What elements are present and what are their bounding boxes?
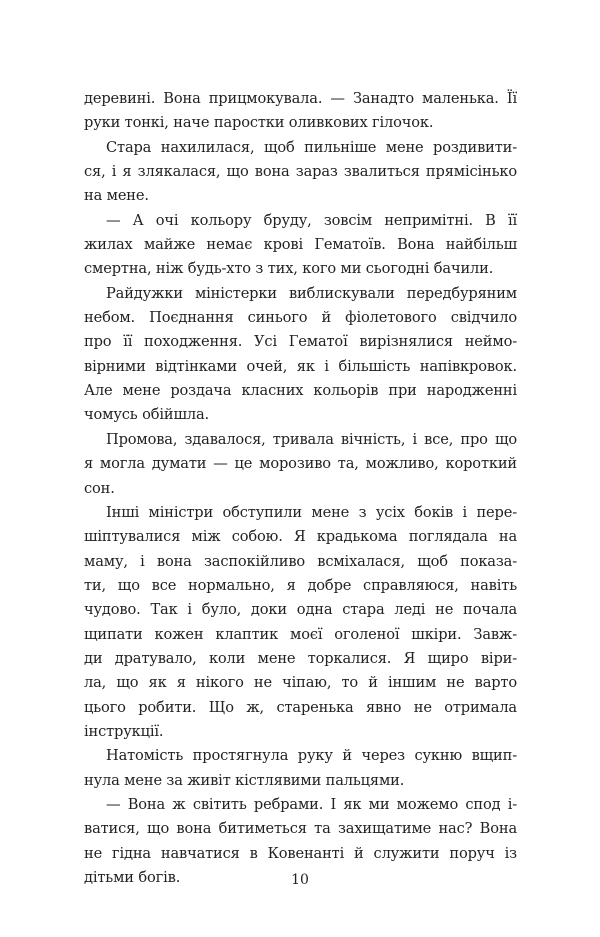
text-line: смертна, ніж будь-хто з тих, кого ми сьогодні бачили. <box>84 260 494 278</box>
text-line: жилах майже немає крові Гематоїв. Вона найбільш <box>84 236 517 254</box>
text-line: Промова, здавалося, тривала вічність, і все, про що <box>106 430 517 448</box>
text-line: ти, що все нормально, я добре справляюся, навіть <box>84 576 517 594</box>
text-line: не гідна навчатися в Ковенанті й служити поруч із <box>84 844 517 862</box>
paragraph <box>84 744 517 793</box>
text-line: руки тонкі, наче паростки оливкових гілочок. <box>84 114 434 132</box>
text-line: небом. Поєднання синього й фіолетового свідчило <box>84 309 517 327</box>
text-line: цього робити. Що ж, старенька явно не отримала <box>84 698 517 716</box>
text-line: Натомість простягнула руку й через сукню вщип- <box>106 747 517 765</box>
text-line: — А очі кольору бруду, зовсім непримітні. В її <box>106 211 517 229</box>
text-line: про її походження. Усі Гематої вирізнялися неймо- <box>84 333 517 351</box>
paragraph <box>84 87 517 136</box>
text-line: дітьми богів. <box>84 869 181 886</box>
text-line: вірними відтінками очей, як і більшість напівкровок. <box>84 357 517 375</box>
text-line: — Вона ж світить ребрами. І як ми можемо спод і- <box>106 795 517 813</box>
text-line: Райдужки міністерки виблискували передбуряним <box>106 284 517 302</box>
text-line: сон. <box>84 479 115 497</box>
paragraph <box>84 209 517 282</box>
text-line: нула мене за живіт кістлявими пальцями. <box>84 771 405 789</box>
text-line: інструкції. <box>84 722 164 740</box>
text-line: ватися, що вона битиметься та захищатиме нас? Вона <box>84 820 517 838</box>
text-line: на мене. <box>84 187 149 205</box>
text-line: чомусь обійшла. <box>84 406 210 424</box>
paragraph <box>84 136 517 209</box>
paragraph <box>84 282 517 428</box>
text-line: Але мене роздача класних кольорів при народженні <box>84 382 517 400</box>
paragraph <box>84 428 517 501</box>
text-line: деревині. Вона прицмокувала. — Занадто маленька. Її <box>84 90 517 107</box>
text-line: щипати кожен клаптик моєї оголеної шкіри. Завж- <box>84 625 517 643</box>
text-line: ла, що як я нікого не чіпаю, то й іншим не варто <box>84 674 517 692</box>
text-line: чудово. Так і було, доки одна стара леді не почала <box>84 601 517 619</box>
book-page-body <box>84 87 517 890</box>
text-line: Стара нахилилася, щоб пильніше мене роздивити- <box>106 138 517 156</box>
text-line: ди дратувало, коли мене торкалися. Я щиро віри- <box>84 649 517 667</box>
paragraph <box>84 501 517 744</box>
text-line: шіптувалися між собою. Я крадькома поглядала на <box>84 528 517 546</box>
page-number: 10 <box>291 872 309 888</box>
text-line: маму, і вона заспокійливо всміхалася, щоб показа- <box>84 552 517 570</box>
text-line: я могла думати — це морозиво та, можливо, короткий <box>84 455 517 473</box>
text-line: ся, і я злякалася, що вона зараз звалиться прямісінько <box>84 163 517 181</box>
text-line: Інші міністри обступили мене з усіх боків і пере- <box>106 503 517 521</box>
